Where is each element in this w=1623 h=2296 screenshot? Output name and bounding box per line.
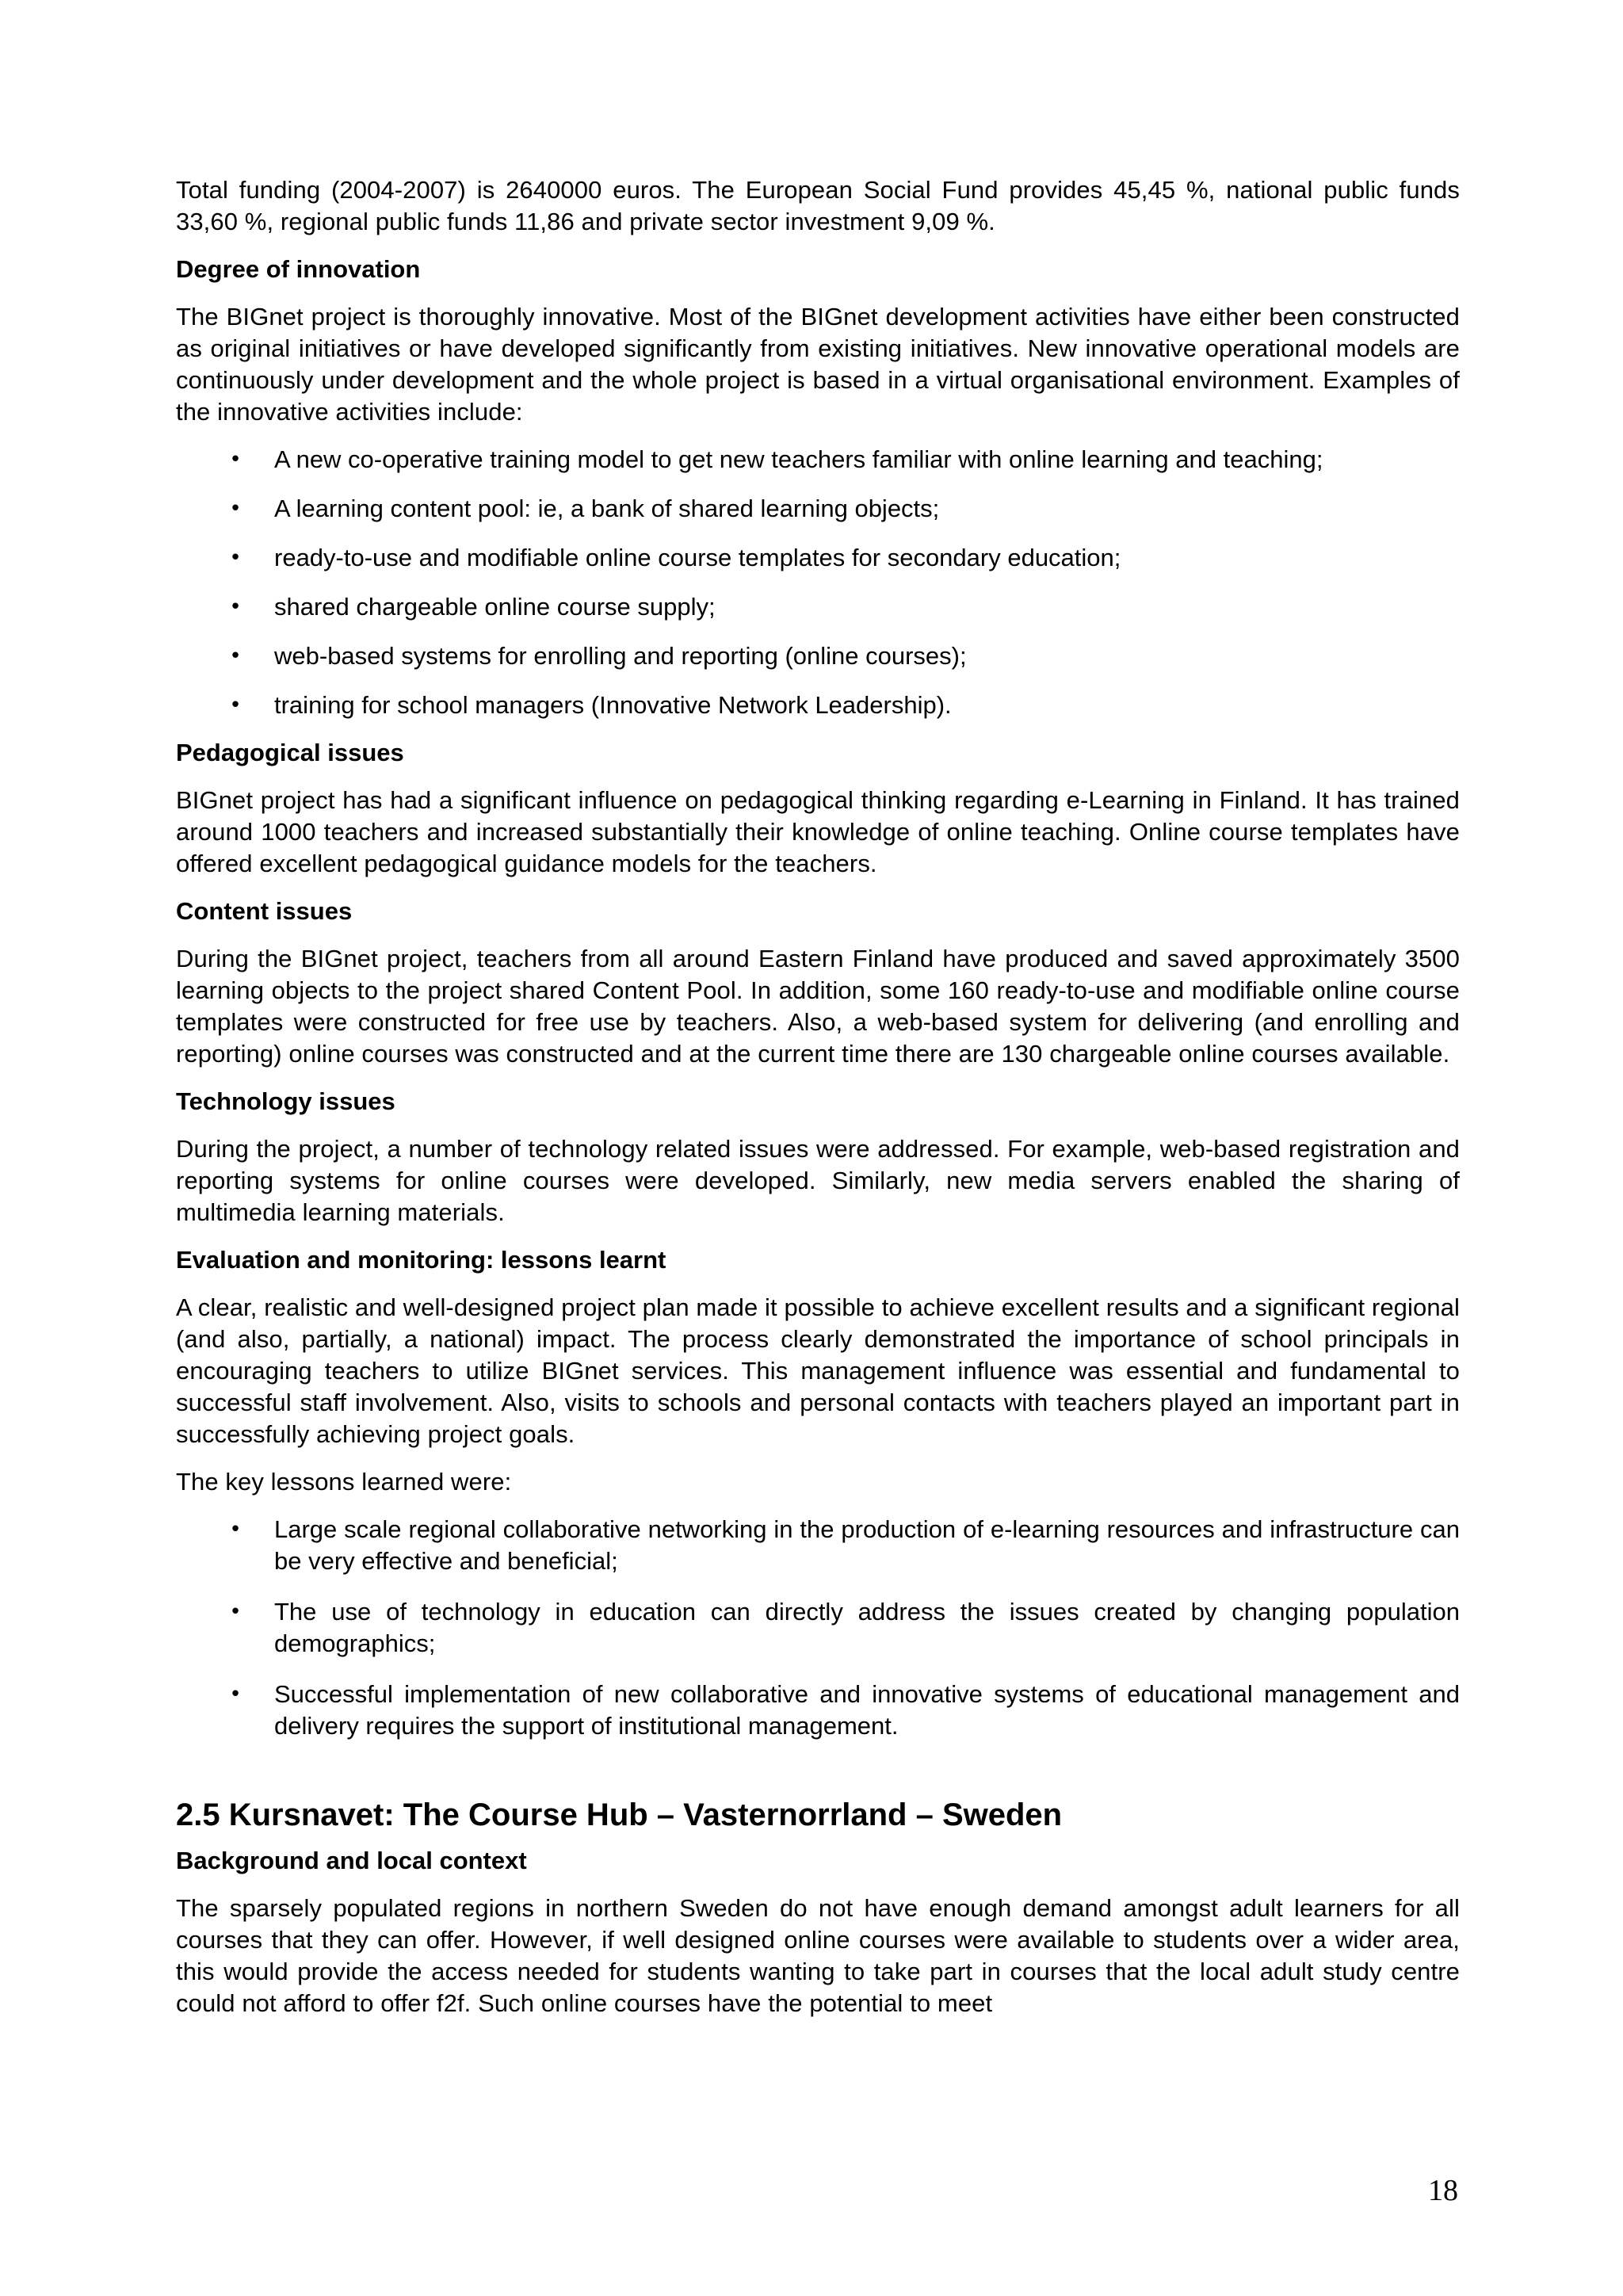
bullet-icon: •	[229, 693, 242, 717]
bullet-icon: •	[229, 1683, 242, 1706]
list-item-text: A new co-operative training model to get new teachers familiar with online learning and teaching;	[274, 445, 1323, 473]
page-content	[176, 174, 1460, 2035]
evaluation-paragraph: A clear, realistic and well-designed project plan made it possible to achieve excellent results and a significant regional (and also, partially, a national) impact. The process clearly demonstrated the importance of school principals in encouraging teachers to utilize BIGnet services. This management influence was essential and fundamental to successful staff involvement. Also, visits to schools and personal contacts with teachers played an important part in successfully achieving project goals.	[176, 1293, 1460, 1448]
heading-degree-of-innovation: Degree of innovation	[176, 255, 421, 283]
bullet-icon: •	[229, 546, 242, 570]
key-lessons-list	[176, 1514, 1460, 1742]
list-item-text: web-based systems for enrolling and reporting (online courses);	[274, 642, 967, 670]
bullet-icon: •	[229, 497, 242, 521]
background-paragraph: The sparsely populated regions in northern Sweden do not have enough demand amongst adult learners for all courses that they can offer. However, if well designed online courses were available to students over a wider area, this would provide the access needed for students wanting to take part in courses that the local adult study centre could not afford to offer f2f. Such online courses have the potential to meet	[176, 1894, 1460, 2017]
pedagogical-paragraph: BIGnet project has had a significant influence on pedagogical thinking regarding e-Learning in Finland. It has trained around 1000 teachers and increased substantially their knowledge of online teaching. Online course templates have offered excellent pedagogical guidance models for the teachers.	[176, 786, 1460, 877]
list-item-text: The use of technology in education can directly address the issues created by changing population demographics;	[274, 1598, 1460, 1657]
bullet-icon: •	[229, 448, 242, 472]
lessons-intro-paragraph: The key lessons learned were:	[176, 1468, 512, 1496]
section-heading-kursnavet: 2.5 Kursnavet: The Course Hub – Vasternorrland – Sweden	[176, 1797, 1063, 1832]
list-item	[176, 690, 1460, 721]
list-item	[176, 591, 1460, 623]
list-item	[176, 542, 1460, 574]
bullet-icon: •	[229, 1600, 242, 1624]
list-item-text: Large scale regional collaborative networking in the production of e-learning resources and infrastructure can be very effective and beneficial;	[274, 1515, 1460, 1575]
innovation-paragraph: The BIGnet project is thoroughly innovative. Most of the BIGnet development activities have either been constructed as original initiatives or have developed significantly from existing initiatives. New innovative operational models are continuously under development and the whole project is based in a virtual organisational environment. Examples of the innovative activities include:	[176, 303, 1460, 426]
innovation-activities-list	[176, 444, 1460, 721]
funding-paragraph: Total funding (2004-2007) is 2640000 euros. The European Social Fund provides 45,45 %, national public funds 33,60 %, regional public funds 11,86 and private sector investment 9,09 %.	[176, 176, 1460, 235]
list-item-text: ready-to-use and modifiable online course templates for secondary education;	[274, 544, 1121, 571]
heading-technology-issues: Technology issues	[176, 1087, 395, 1115]
bullet-icon: •	[229, 644, 242, 668]
heading-content-issues: Content issues	[176, 897, 353, 925]
list-item-text: Successful implementation of new collaborative and innovative systems of educational management and delivery requires the support of institutional management.	[274, 1680, 1460, 1740]
technology-paragraph: During the project, a number of technology related issues were addressed. For example, web-based registration and reporting systems for online courses were developed. Similarly, new media servers enabled the sharing of multimedia learning materials.	[176, 1135, 1460, 1226]
list-item	[176, 1596, 1460, 1660]
heading-background-context: Background and local context	[176, 1847, 527, 1874]
bullet-icon: •	[229, 595, 242, 619]
content-paragraph: During the BIGnet project, teachers from all around Eastern Finland have produced and saved approximately 3500 learning objects to the project shared Content Pool. In addition, some 160 ready-to-use and modifiable online course templates were constructed for free use by teachers. Also, a web-based system for delivering (and enrolling and reporting) online courses was constructed and at the current time there are 130 chargeable online courses available.	[176, 945, 1460, 1068]
heading-pedagogical-issues: Pedagogical issues	[176, 739, 404, 766]
page-number: 18	[1428, 2174, 1458, 2207]
bullet-icon: •	[229, 1518, 242, 1541]
list-item	[176, 1679, 1460, 1742]
list-item-text: A learning content pool: ie, a bank of shared learning objects;	[274, 495, 940, 522]
list-item	[176, 1514, 1460, 1577]
list-item-text: shared chargeable online course supply;	[274, 593, 716, 621]
heading-evaluation-monitoring: Evaluation and monitoring: lessons learnt	[176, 1246, 666, 1274]
list-item	[176, 640, 1460, 672]
list-item	[176, 444, 1460, 476]
list-item	[176, 493, 1460, 525]
list-item-text: training for school managers (Innovative Network Leadership).	[274, 691, 952, 719]
